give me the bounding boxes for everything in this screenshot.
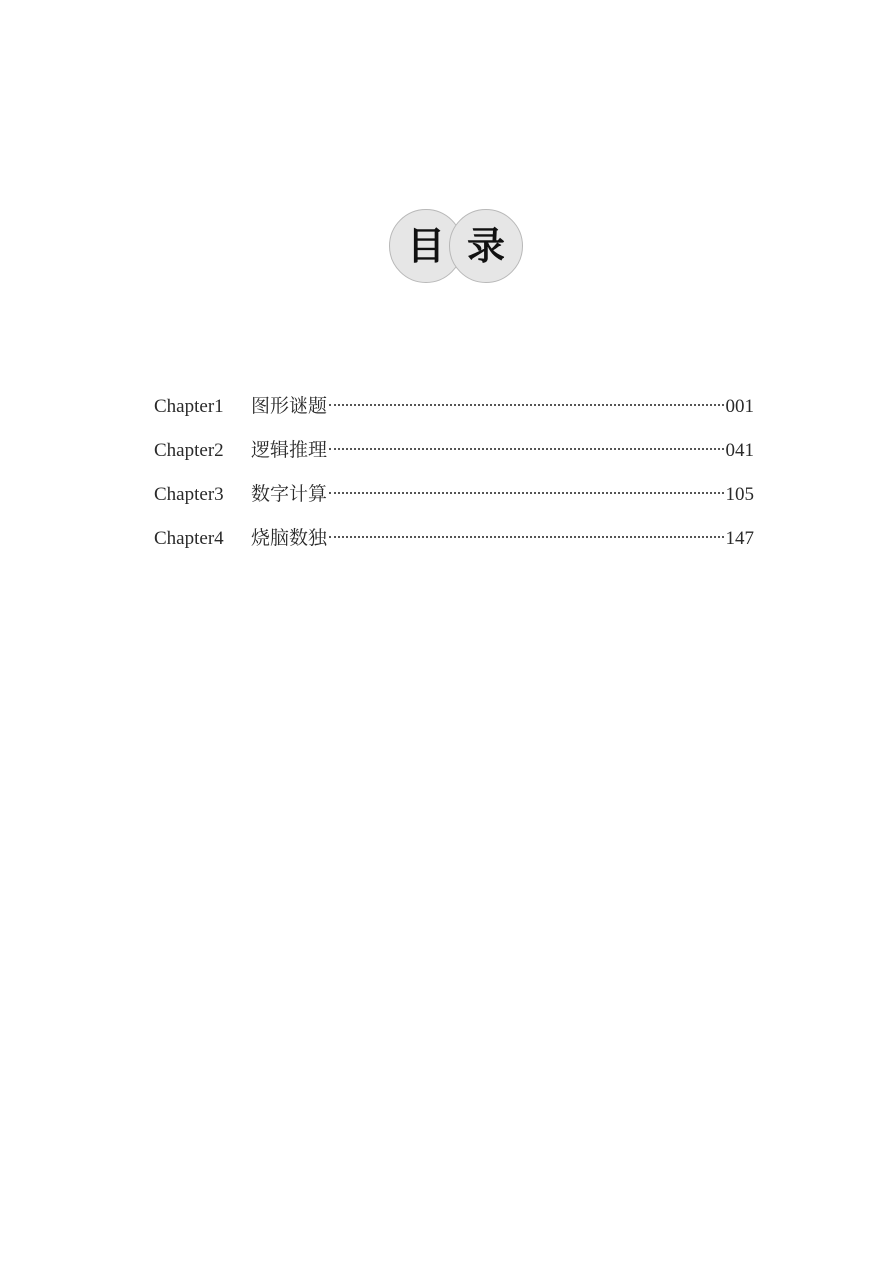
toc-chapter-label: Chapter1 [154,396,224,417]
toc-title [389,209,523,283]
table-of-contents [154,392,754,568]
toc-dot-leader [329,448,723,450]
toc-chapter-label: Chapter2 [154,440,224,461]
title-char-2: 录 [466,223,505,268]
toc-entry-chapter3[interactable] [154,480,754,524]
toc-entry-chapter1[interactable] [154,392,754,436]
toc-dot-leader [329,404,723,406]
toc-chapter-name: 烧脑数独 [251,527,328,549]
toc-chapter-name: 数字计算 [251,483,328,505]
toc-chapter-label: Chapter4 [154,528,224,549]
title-char-1: 目 [406,223,445,268]
toc-dot-leader [329,536,723,538]
toc-entry-chapter4[interactable] [154,524,754,568]
toc-chapter-name: 逻辑推理 [251,439,328,461]
title-circle-2 [449,209,523,283]
toc-entry-chapter2[interactable] [154,436,754,480]
toc-chapter-label: Chapter3 [154,484,224,505]
toc-page-number: 147 [725,528,754,549]
toc-chapter-name: 图形谜题 [251,395,328,417]
toc-page-number: 041 [725,440,754,461]
toc-page-number: 001 [725,396,754,417]
toc-dot-leader [329,492,723,494]
toc-page-number: 105 [725,484,754,505]
